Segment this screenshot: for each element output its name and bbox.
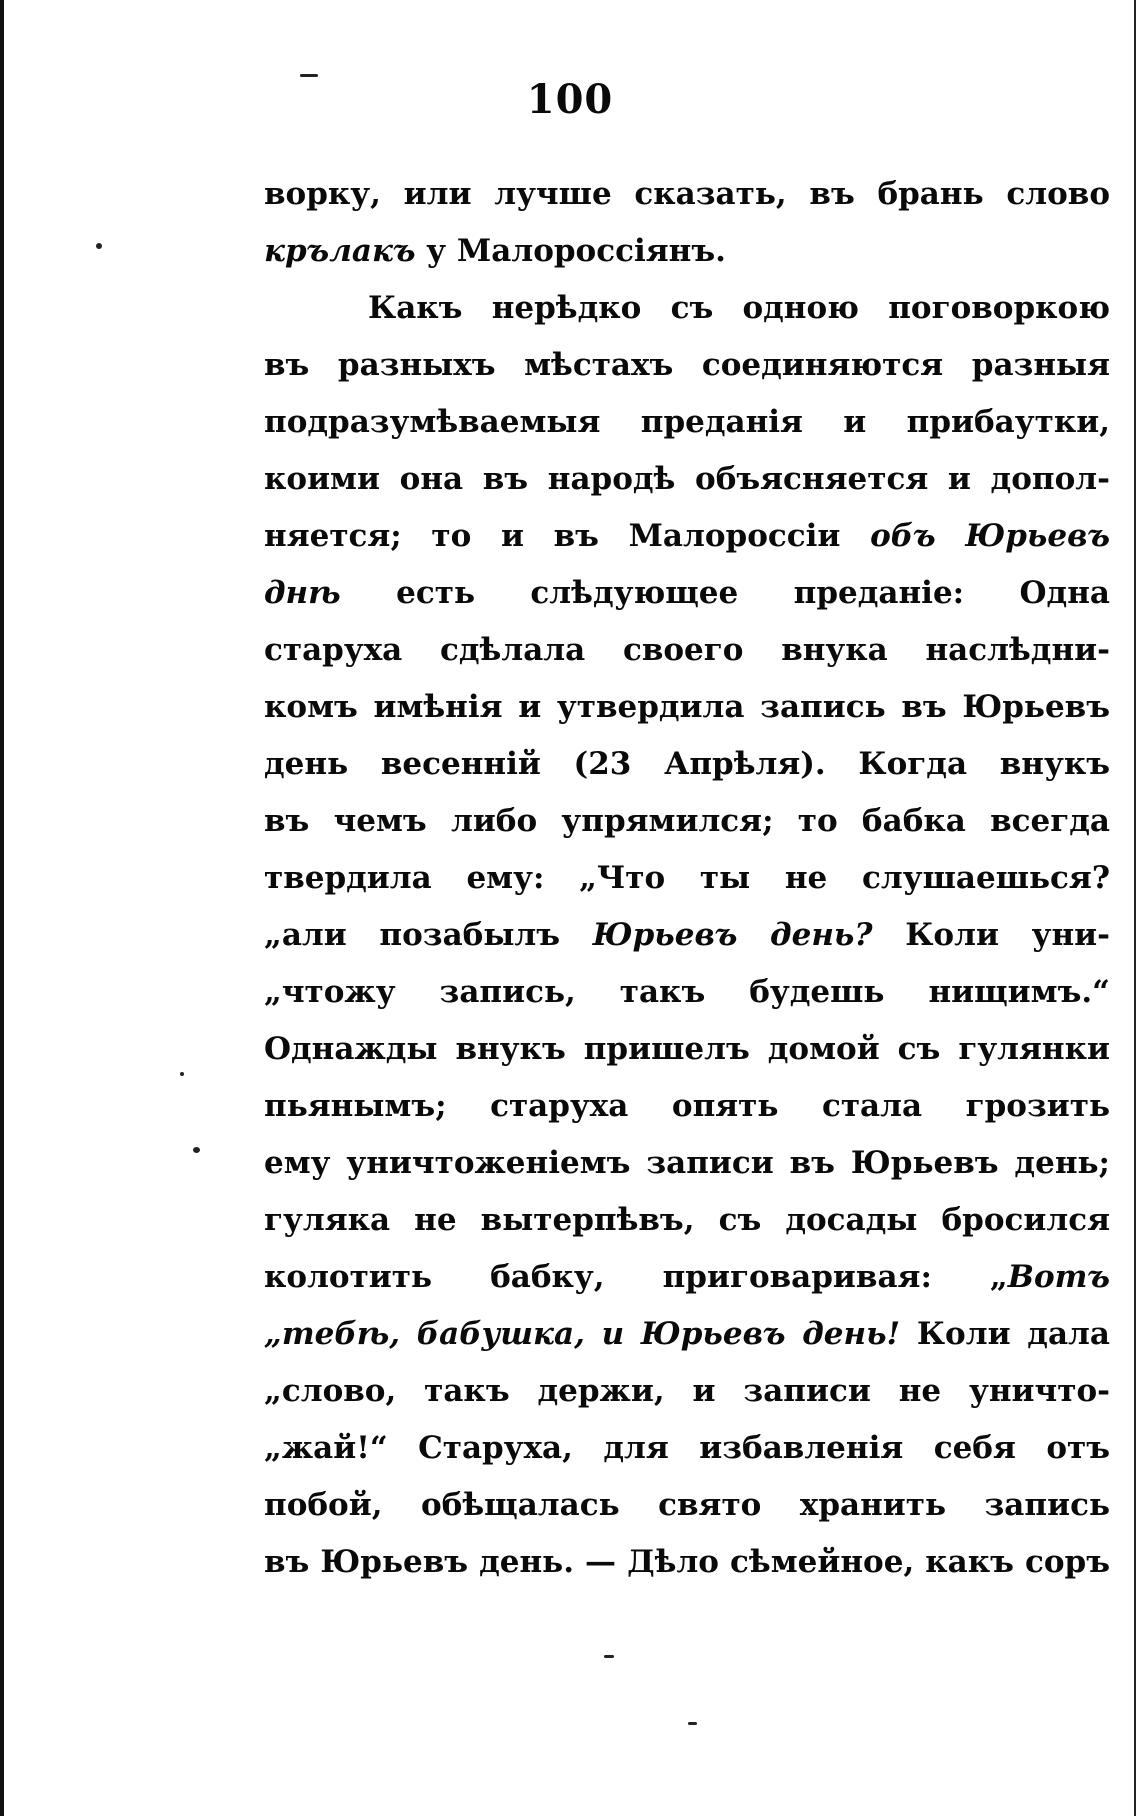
text-run: „слово, такъ держи, и записи не уничто- [264, 1373, 1110, 1409]
text-line [264, 850, 1110, 907]
scan-speck [604, 1655, 614, 1658]
italic-text: объ Юрьевъ [870, 518, 1110, 554]
text-line [264, 451, 1110, 508]
text-line [264, 337, 1110, 394]
italic-text: Вотъ [1007, 1259, 1110, 1295]
text-run: у Малороссіянъ. [415, 233, 726, 269]
scan-speck [193, 1147, 200, 1153]
text-line [264, 964, 1110, 1021]
text-line [264, 223, 1110, 280]
text-run: колотить бабку, приговаривая: „ [264, 1259, 1008, 1295]
text-line [264, 394, 1110, 451]
italic-text: „тебѣ, бабушка, и Юрьевъ день! [264, 1316, 901, 1352]
text-run: пьянымъ; старуха опять стала грозить [264, 1088, 1110, 1124]
italic-text: крълакъ [264, 233, 416, 269]
text-line [264, 793, 1110, 850]
page-number: 100 [526, 76, 614, 123]
text-run: подразумѣваемыя преданія и прибаутки, [264, 404, 1110, 440]
text-run: Какъ нерѣдко съ одною поговоркою [368, 290, 1110, 326]
text-run: Однажды внукъ пришелъ домой съ гулянки [264, 1031, 1110, 1067]
scan-speck [688, 1722, 697, 1725]
italic-text: Юрьевъ день? [592, 917, 873, 953]
text-run: твердила ему: „Что ты не слушаешься? [264, 860, 1110, 896]
text-line [264, 1135, 1110, 1192]
text-run: „али позабылъ [264, 917, 593, 953]
text-run: няется; то и въ Малороссіи [264, 518, 871, 554]
text-line [264, 1477, 1110, 1534]
scan-speck [300, 74, 318, 77]
text-run: комъ имѣнія и утвердила запись въ Юрьевъ [264, 689, 1110, 725]
text-run: день весенній (23 Апрѣля). Когда внукъ [264, 746, 1110, 782]
text-run: въ разныхъ мѣстахъ соединяются разныя [264, 347, 1110, 383]
text-run: Коли уни- [872, 917, 1110, 953]
text-run: ему уничтоженіемъ записи въ Юрьевъ день; [264, 1145, 1110, 1181]
text-line [264, 166, 1110, 223]
scan-speck [180, 1072, 184, 1076]
text-line [264, 1420, 1110, 1477]
text-line [264, 1306, 1110, 1363]
text-run: побой, обѣщалась свято хранить запись [264, 1487, 1110, 1523]
text-line [264, 1192, 1110, 1249]
scan-speck [96, 243, 102, 249]
text-line [264, 1021, 1110, 1078]
text-line [264, 736, 1110, 793]
text-line [264, 907, 1110, 964]
text-run: „жай!“ Старуха, для избавленія себя отъ [264, 1430, 1110, 1466]
body-text [264, 166, 1110, 1591]
text-run: „чтожу запись, такъ будешь нищимъ.“ [264, 974, 1110, 1010]
text-line [264, 1534, 1110, 1591]
text-run: въ Юрьевъ день. — Дѣло сѣмейное, какъ соръ [264, 1544, 1110, 1580]
text-line [264, 622, 1110, 679]
text-run: Коли дала [900, 1316, 1110, 1352]
italic-text: днѣ [264, 575, 341, 611]
scan-edge-left [0, 0, 4, 1816]
text-line [264, 280, 1110, 337]
text-line [264, 508, 1110, 565]
text-run: въ чемъ либо упрямился; то бабка всегда [264, 803, 1110, 839]
text-run: ворку, или лучше сказать, въ брань слово [264, 176, 1110, 212]
text-line [264, 1249, 1110, 1306]
text-line [264, 1078, 1110, 1135]
text-line [264, 1363, 1110, 1420]
scan-edge-right [1134, 0, 1136, 1816]
text-run: коими она въ народѣ объясняется и допол- [264, 461, 1110, 497]
text-run: старуха сдѣлала своего внука наслѣдни- [264, 632, 1110, 668]
text-run: гуляка не вытерпѣвъ, съ досады бросился [264, 1202, 1110, 1238]
text-line [264, 565, 1110, 622]
text-run: есть слѣдующее преданіе: Одна [340, 575, 1110, 611]
text-line [264, 679, 1110, 736]
